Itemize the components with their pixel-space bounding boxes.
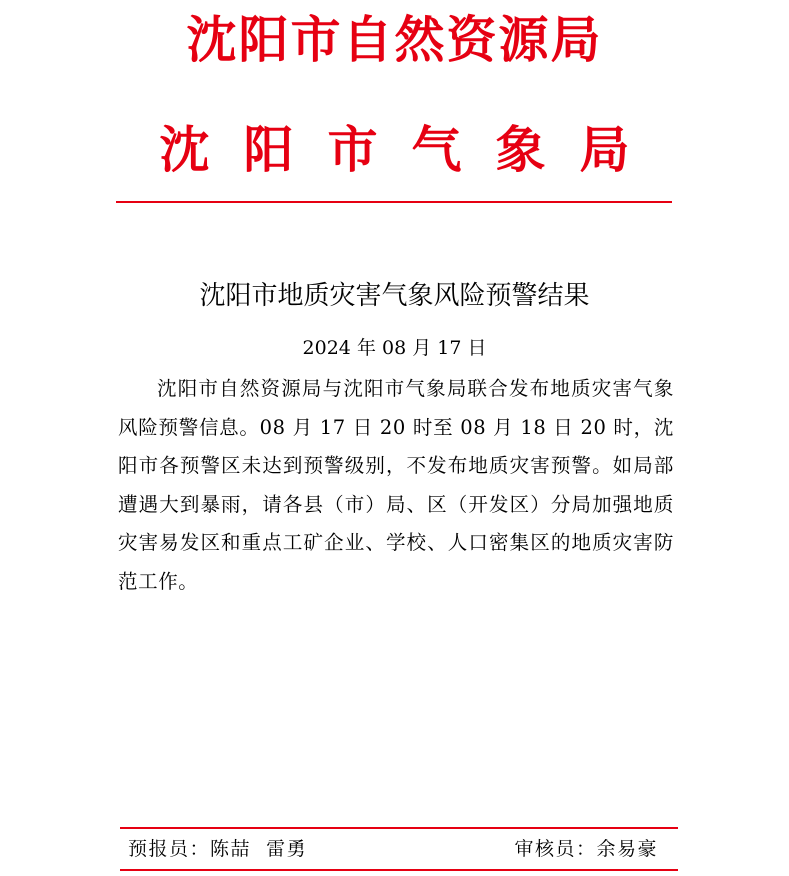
reviewer-label: 审核员： xyxy=(514,838,597,860)
reviewer-name: 余易豪 xyxy=(596,838,658,860)
footer-bottom-divider xyxy=(120,869,678,871)
forecaster-label: 预报员： xyxy=(128,838,211,860)
signature-footer xyxy=(128,832,658,866)
document-date: 2024 年 08 月 17 日 xyxy=(302,337,487,359)
footer-top-divider xyxy=(120,827,678,829)
header-red-divider xyxy=(116,201,672,203)
issuer-title-natural-resources: 沈阳市自然资源局 xyxy=(186,10,603,69)
forecaster-block xyxy=(128,832,307,866)
reviewer-block xyxy=(514,832,658,866)
forecaster-names: 陈喆 雷勇 xyxy=(210,838,308,860)
issuer-title-meteorological: 沈阳市气象局 xyxy=(159,120,664,179)
document-title: 沈阳市地质灾害气象风险预警结果 xyxy=(199,281,590,311)
document-body: 沈阳市自然资源局与沈阳市气象局联合发布地质灾害气象风险预警信息。08 月 17 日 20 时至 08 月 18 日 20 时，沈阳市各预警区未达到预警级别，不发布地质灾害预警。如局部遭遇大到暴雨，请各县（市）局、区（开发区）分局加强地质灾害易发区和重点工矿企业、学校、人口密集区的地质灾害防范工作。 xyxy=(118,377,674,593)
